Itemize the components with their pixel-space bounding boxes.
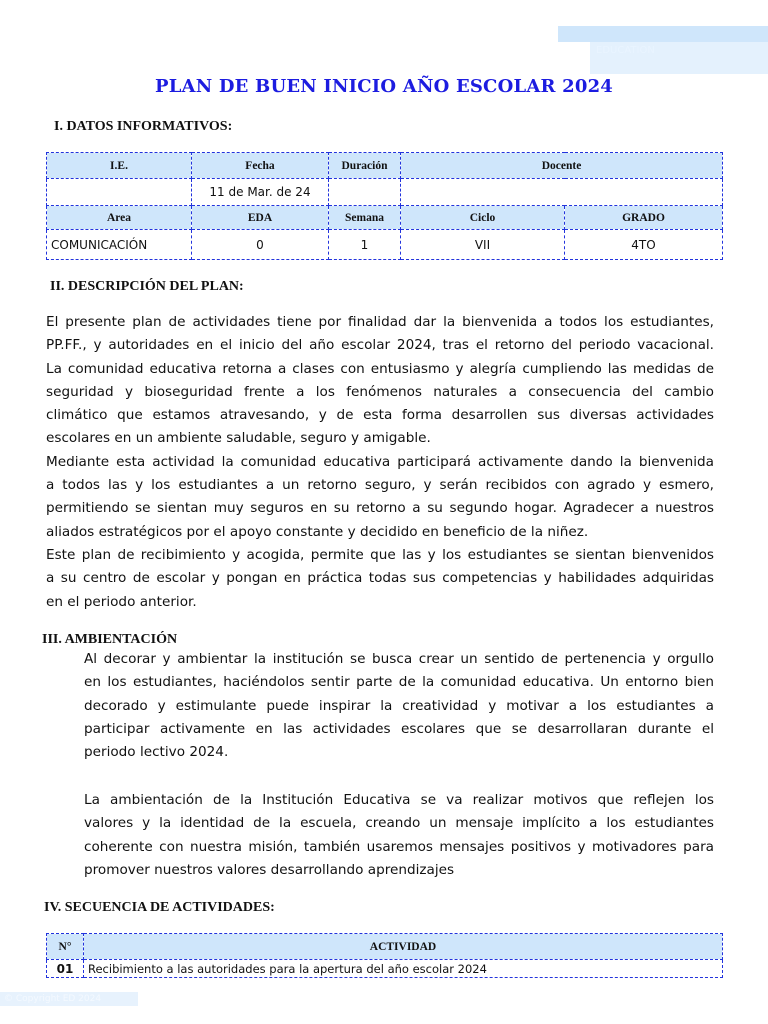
value-semana: 1 [329, 230, 401, 260]
desc-line: El presente plan de actividades tiene por finalidad dar la bienvenida a todos los estudiantes, [46, 314, 714, 330]
value-area: COMUNICACIÓN [47, 230, 192, 260]
desc-line: PP.FF., y autoridades en el inicio del año escolar 2024, tras el retorno del periodo vacacional. [46, 337, 714, 354]
desc-line: Mediante esta actividad la comunidad educativa participará activamente dando la bienvenida [46, 453, 714, 470]
section-datos-informativos: I. DATOS INFORMATIVOS: [54, 119, 233, 134]
value-duracion [329, 179, 401, 206]
header-grado: GRADO [565, 206, 723, 230]
header-duracion: Duración [329, 153, 401, 179]
amb-line: en los estudiantes, haciéndolos sentir parte de la comunidad educativa. Un entorno bien [84, 674, 714, 691]
value-fecha: 11 de Mar. de 24 [192, 179, 329, 206]
header-eda: EDA [192, 206, 329, 230]
desc-line: La comunidad educativa retorna a clases con entusiasmo y alegría cumpliendo las medidas de [46, 360, 714, 377]
activity-number: 01 [47, 960, 84, 978]
desc-line: en el periodo anterior. [46, 593, 197, 610]
section-ambientacion: III. AMBIENTACIÓN [42, 632, 178, 647]
value-grado: 4TO [565, 230, 723, 260]
desc-line: a su centro de escolar y pongan en práctica todas sus competencias y habilidades adquiridas [46, 570, 714, 587]
header-numero: N° [47, 934, 84, 960]
info-table [46, 152, 723, 260]
amb-line: periodo lectivo 2024. [84, 744, 229, 761]
desc-line: permitiendo se sientan muy seguros en su retorno a su segundo hogar. Agradecer a nuestros [46, 500, 714, 517]
header-fecha: Fecha [192, 153, 329, 179]
header-semana: Semana [329, 206, 401, 230]
ambientacion-text-2 [84, 789, 714, 882]
amb-line: participar activamente en las actividades escolares que se desarrollaran durante el [84, 720, 714, 737]
desc-line: seguridad y bioseguridad frente a los fenómenos naturales a consecuencia del cambio [46, 383, 714, 400]
amb-line: valores y la identidad de la escuela, creando un mensaje implícito a los estudiantes [84, 815, 714, 832]
value-docente [401, 179, 723, 206]
watermark-banner-top [558, 26, 768, 42]
section-secuencia: IV. SECUENCIA DE ACTIVIDADES: [44, 900, 275, 915]
desc-line: escolares en un ambiente saludable, seguro y amigable. [46, 430, 431, 447]
amb-line: La ambientación de la Institución Educativa se va realizar motivos que reflejen los [84, 792, 714, 808]
desc-line: a todos las y los estudiantes a un retorno seguro, y serán recibidos con agrado y esmero, [46, 477, 714, 494]
amb-line: Al decorar y ambientar la institución se busca crear un sentido de pertenencia y orgullo [84, 651, 714, 667]
watermark-text-top: EDUCATION [590, 42, 768, 74]
amb-line: promover nuestros valores desarrollando aprendizajes [84, 861, 455, 878]
activity-text: Recibimiento a las autoridades para la apertura del año escolar 2024 [84, 960, 723, 978]
desc-line: Este plan de recibimiento y acogida, permite que las y los estudiantes se sientan bienvenidos [46, 546, 714, 563]
header-area: Area [47, 206, 192, 230]
section-descripcion: II. DESCRIPCIÓN DEL PLAN: [50, 279, 244, 294]
descripcion-text [46, 311, 714, 614]
amb-line: decorado y estimulante puede inspirar la creatividad y motivar a los estudiantes a [84, 697, 714, 714]
table-row [47, 960, 723, 978]
ambientacion-text-1 [84, 648, 714, 764]
document-title: PLAN DE BUEN INICIO AÑO ESCOLAR 2024 [154, 76, 614, 97]
value-ie [47, 179, 192, 206]
header-docente: Docente [401, 153, 723, 179]
header-actividad: ACTIVIDAD [84, 934, 723, 960]
watermark-text-bottom: © Copyright ED 2024 [0, 992, 138, 1006]
amb-line: coherente con nuestra misión, también usaremos mensajes positivos y motivadores para [84, 838, 714, 855]
value-eda: 0 [192, 230, 329, 260]
desc-line: climático que estamos atravesando, y de esta forma desarrollen sus diversas actividades [46, 407, 714, 424]
header-ciclo: Ciclo [401, 206, 565, 230]
activities-table [46, 933, 723, 978]
header-ie: I.E. [47, 153, 192, 179]
value-ciclo: VII [401, 230, 565, 260]
desc-line: aliados estratégicos por el apoyo constante y decidido en beneficio de la niñez. [46, 523, 589, 540]
